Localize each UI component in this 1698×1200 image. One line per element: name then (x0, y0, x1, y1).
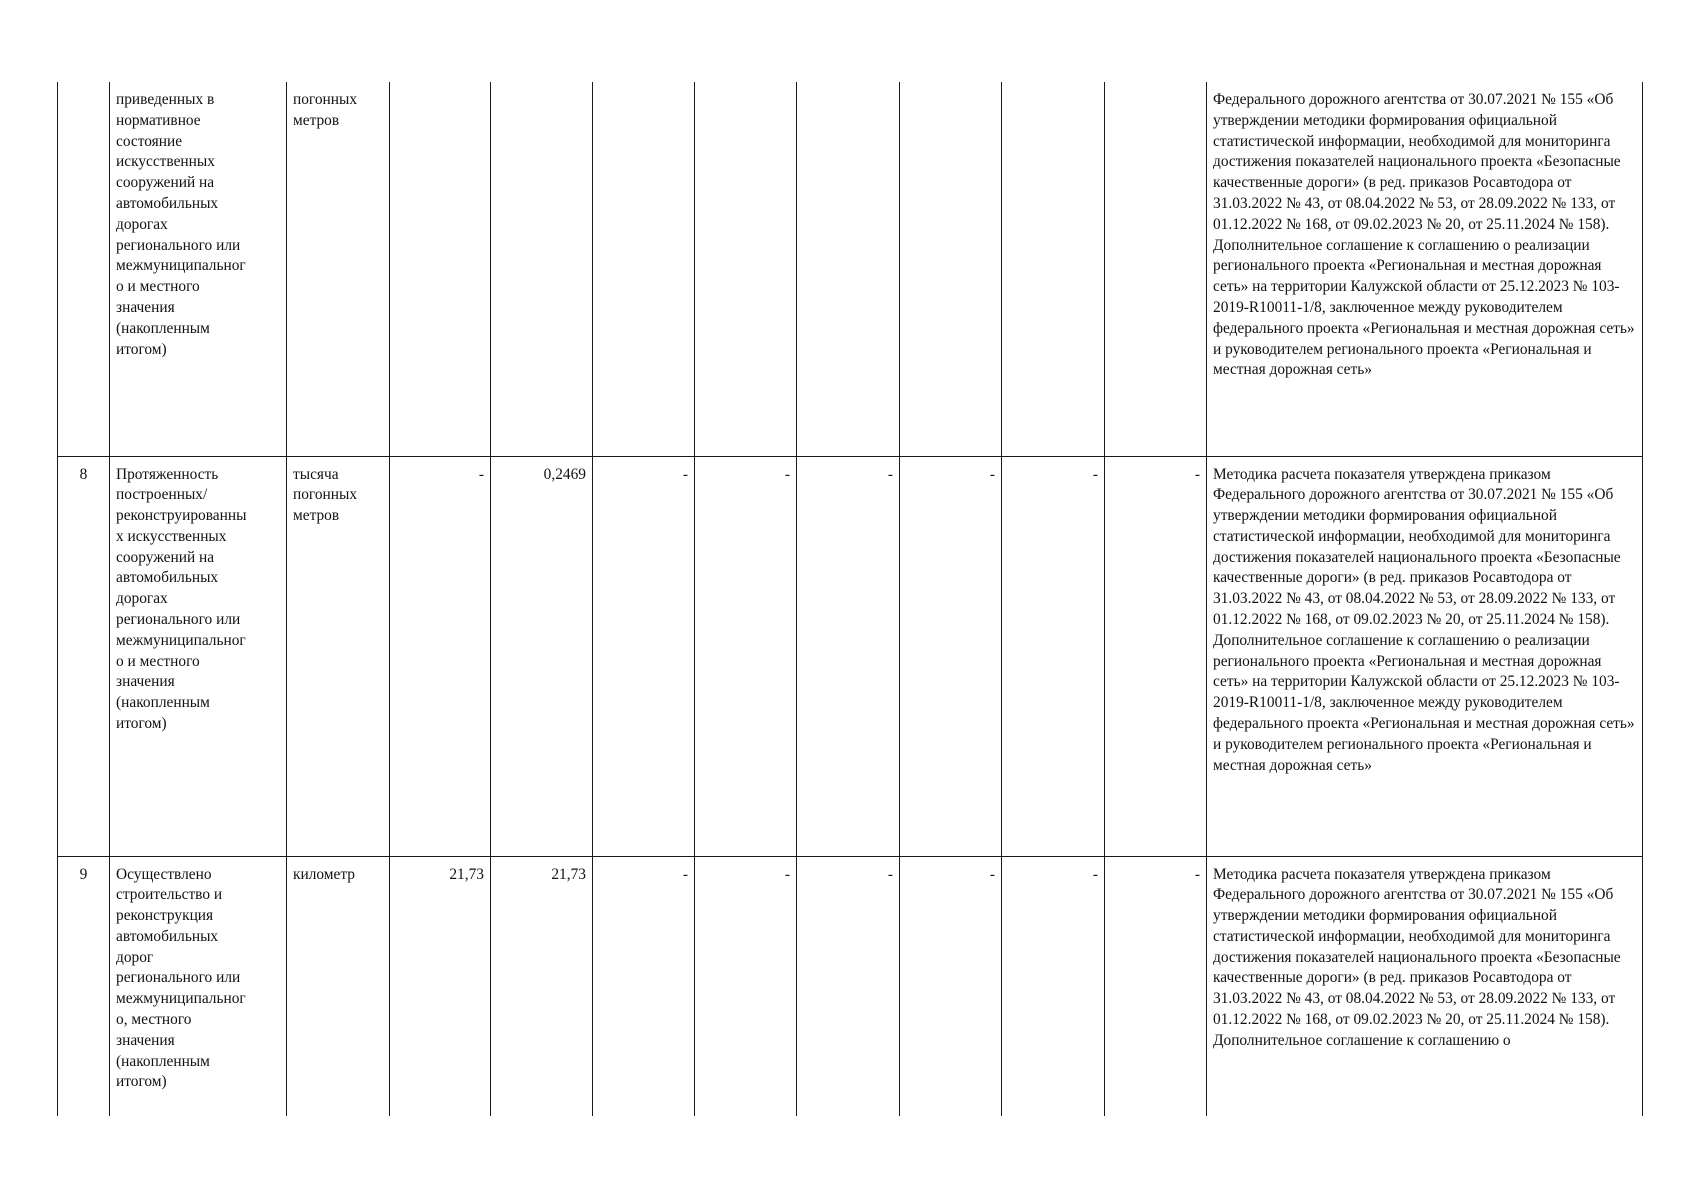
value-cell (1105, 82, 1207, 456)
value-cell: - (1002, 456, 1105, 856)
value-cell: - (695, 856, 797, 1116)
indicator-name: приведенных в нормативное состояние искусственных сооружений на автомобильных дорогах регионального или межмуниципальног о и местного значения (накопленным итогом) (110, 82, 287, 456)
table-row (58, 856, 1643, 1116)
value-cell (1002, 82, 1105, 456)
value-cell (390, 82, 491, 456)
indicator-name: Осуществлено строительство и реконструкция автомобильных дорог регионального или межмуниципальног о, местного значения (накопленным итогом) (110, 856, 287, 1116)
value-cell: 21,73 (491, 856, 593, 1116)
methodology-reference: Методика расчета показателя утверждена приказом Федерального дорожного агентства от 30.07.2021 № 155 «Об утверждении методики формирования официальной статистической информации, необходимой для мониторинга достижения показателей национального проекта «Безопасные качественные дороги» (в ред. приказов Росавтодора от 31.03.2022 № 43, от 08.04.2022 № 53, от 28.09.2022 № 133, от 01.12.2022 № 168, от 09.02.2023 № 20, от 25.11.2024 № 158). Дополнительное соглашение к соглашению о (1207, 856, 1643, 1116)
value-cell (593, 82, 695, 456)
value-cell: 0,2469 (491, 456, 593, 856)
value-cell: - (797, 456, 900, 856)
table-row (58, 456, 1643, 856)
value-cell: - (797, 856, 900, 1116)
value-cell: - (900, 456, 1002, 856)
value-cell: - (900, 856, 1002, 1116)
value-cell (695, 82, 797, 456)
indicator-name: Протяженность построенных/ реконструированны х искусственных сооружений на автомобильных дорогах регионального или межмуниципальног о и местного значения (накопленным итогом) (110, 456, 287, 856)
row-number: 9 (58, 856, 110, 1116)
row-number (58, 82, 110, 456)
value-cell: - (593, 456, 695, 856)
value-cell: - (695, 456, 797, 856)
value-cell: - (1002, 856, 1105, 1116)
value-cell: - (390, 456, 491, 856)
value-cell: 21,73 (390, 856, 491, 1116)
unit-of-measure: погонных метров (287, 82, 390, 456)
unit-of-measure: тысяча погонных метров (287, 456, 390, 856)
methodology-reference: Методика расчета показателя утверждена приказом Федерального дорожного агентства от 30.07.2021 № 155 «Об утверждении методики формирования официальной статистической информации, необходимой для мониторинга достижения показателей национального проекта «Безопасные качественные дороги» (в ред. приказов Росавтодора от 31.03.2022 № 43, от 08.04.2022 № 53, от 28.09.2022 № 133, от 01.12.2022 № 168, от 09.02.2023 № 20, от 25.11.2024 № 158). Дополнительное соглашение к соглашению о реализации регионального проекта «Региональная и местная дорожная сеть» на территории Калужской области от 25.12.2023 № 103-2019-R10011-1/8, заключенное между руководителем федерального проекта «Региональная и местная дорожная сеть» и руководителем регионального проекта «Региональная и местная дорожная сеть» (1207, 456, 1643, 856)
indicators-table (57, 82, 1643, 1116)
row-number: 8 (58, 456, 110, 856)
unit-of-measure: километр (287, 856, 390, 1116)
value-cell: - (1105, 456, 1207, 856)
value-cell (797, 82, 900, 456)
methodology-reference: Федерального дорожного агентства от 30.07.2021 № 155 «Об утверждении методики формирования официальной статистической информации, необходимой для мониторинга достижения показателей национального проекта «Безопасные качественные дороги» (в ред. приказов Росавтодора от 31.03.2022 № 43, от 08.04.2022 № 53, от 28.09.2022 № 133, от 01.12.2022 № 168, от 09.02.2023 № 20, от 25.11.2024 № 158). Дополнительное соглашение к соглашению о реализации регионального проекта «Региональная и местная дорожная сеть» на территории Калужской области от 25.12.2023 № 103-2019-R10011-1/8, заключенное между руководителем федерального проекта «Региональная и местная дорожная сеть» и руководителем регионального проекта «Региональная и местная дорожная сеть» (1207, 82, 1643, 456)
value-cell: - (1105, 856, 1207, 1116)
value-cell (491, 82, 593, 456)
value-cell: - (593, 856, 695, 1116)
value-cell (900, 82, 1002, 456)
table-row (58, 82, 1643, 456)
